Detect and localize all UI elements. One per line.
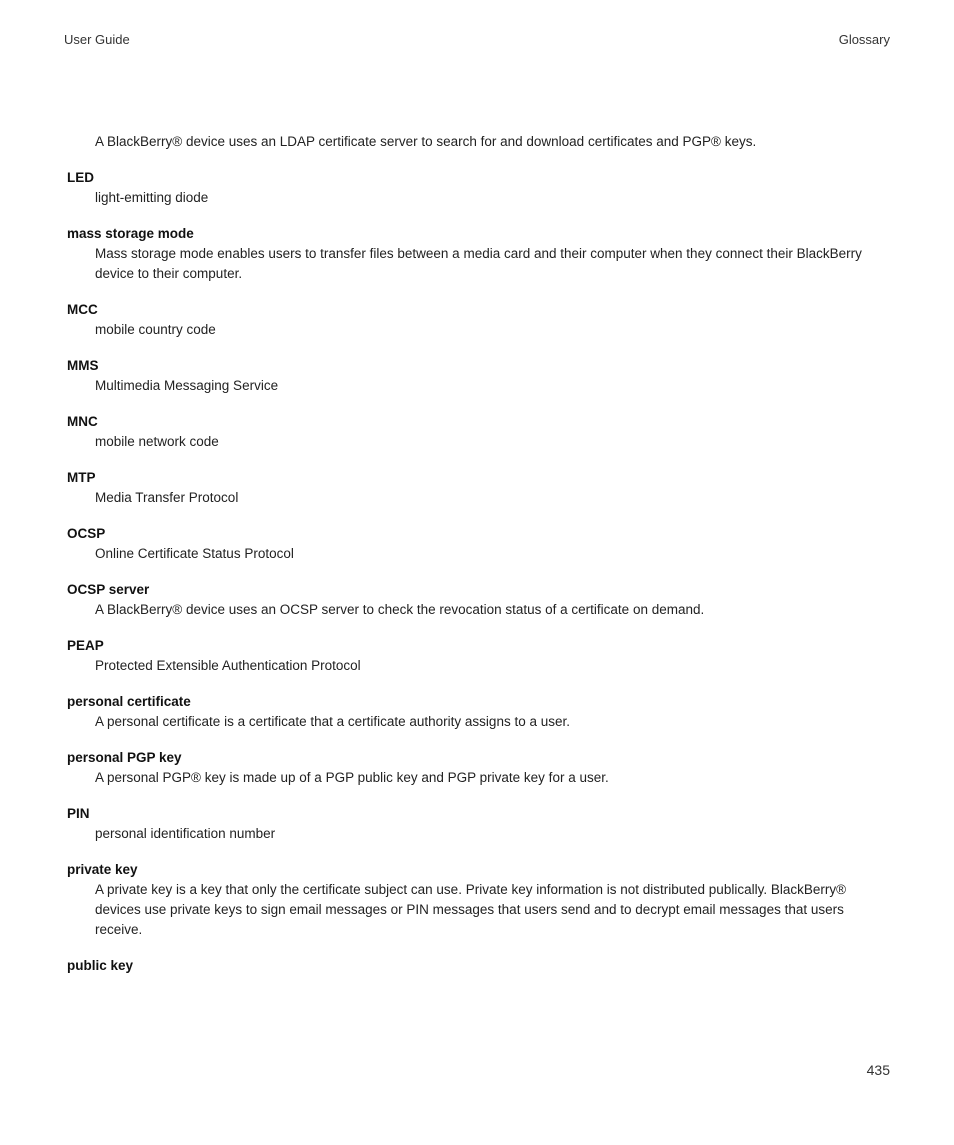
document-title: User Guide bbox=[64, 32, 130, 47]
glossary-entry bbox=[67, 860, 892, 940]
glossary-term: mass storage mode bbox=[67, 226, 194, 241]
glossary-entry bbox=[67, 524, 892, 564]
running-header bbox=[64, 32, 890, 50]
glossary-entry bbox=[67, 224, 892, 284]
glossary-entry bbox=[67, 580, 892, 620]
glossary-entry bbox=[67, 956, 892, 976]
glossary-term: MMS bbox=[67, 358, 99, 373]
glossary-term: LED bbox=[67, 170, 94, 185]
glossary-term: OCSP bbox=[67, 526, 106, 541]
glossary-term: public key bbox=[67, 958, 134, 973]
glossary-entry bbox=[67, 804, 892, 844]
glossary-definition: mobile country code bbox=[95, 322, 216, 337]
glossary-content bbox=[67, 132, 892, 992]
glossary-entry bbox=[67, 300, 892, 340]
glossary-definition: Media Transfer Protocol bbox=[95, 490, 239, 505]
glossary-entry bbox=[67, 636, 892, 676]
glossary-definition: Online Certificate Status Protocol bbox=[95, 546, 294, 561]
glossary-entry bbox=[67, 356, 892, 396]
glossary-entry bbox=[67, 468, 892, 508]
glossary-definition: light-emitting diode bbox=[95, 190, 209, 205]
glossary-entry bbox=[67, 692, 892, 732]
glossary-definition: A private key is a key that only the certificate subject can use. Private key information is not distributed publically. BlackBerry® devices use private keys to sign email messages or PIN messages that users send and to decrypt email messages that users receive. bbox=[95, 882, 847, 937]
glossary-entry bbox=[67, 412, 892, 452]
glossary-entry bbox=[67, 168, 892, 208]
page-number: 435 bbox=[866, 1062, 890, 1078]
glossary-definition: Mass storage mode enables users to transfer files between a media card and their computer when they connect their BlackBerry device to their computer. bbox=[95, 246, 862, 281]
glossary-term: PEAP bbox=[67, 638, 104, 653]
continued-definition: A BlackBerry® device uses an LDAP certificate server to search for and download certificates and PGP® keys. bbox=[95, 134, 757, 149]
glossary-term: private key bbox=[67, 862, 138, 877]
glossary-definition: A BlackBerry® device uses an OCSP server to check the revocation status of a certificate on demand. bbox=[95, 602, 705, 617]
section-title: Glossary bbox=[838, 32, 890, 47]
glossary-definition: personal identification number bbox=[95, 826, 276, 841]
glossary-term: OCSP server bbox=[67, 582, 150, 597]
glossary-definition: A personal certificate is a certificate that a certificate authority assigns to a user. bbox=[95, 714, 570, 729]
glossary-term: PIN bbox=[67, 806, 90, 821]
glossary-term: personal certificate bbox=[67, 694, 191, 709]
glossary-term: MNC bbox=[67, 414, 98, 429]
glossary-term: MCC bbox=[67, 302, 98, 317]
glossary-term: personal PGP key bbox=[67, 750, 182, 765]
glossary-term: MTP bbox=[67, 470, 96, 485]
glossary-entry bbox=[67, 748, 892, 788]
glossary-definition: Protected Extensible Authentication Protocol bbox=[95, 658, 361, 673]
glossary-definition: mobile network code bbox=[95, 434, 219, 449]
glossary-definition: Multimedia Messaging Service bbox=[95, 378, 279, 393]
glossary-definition: A personal PGP® key is made up of a PGP public key and PGP private key for a user. bbox=[95, 770, 609, 785]
